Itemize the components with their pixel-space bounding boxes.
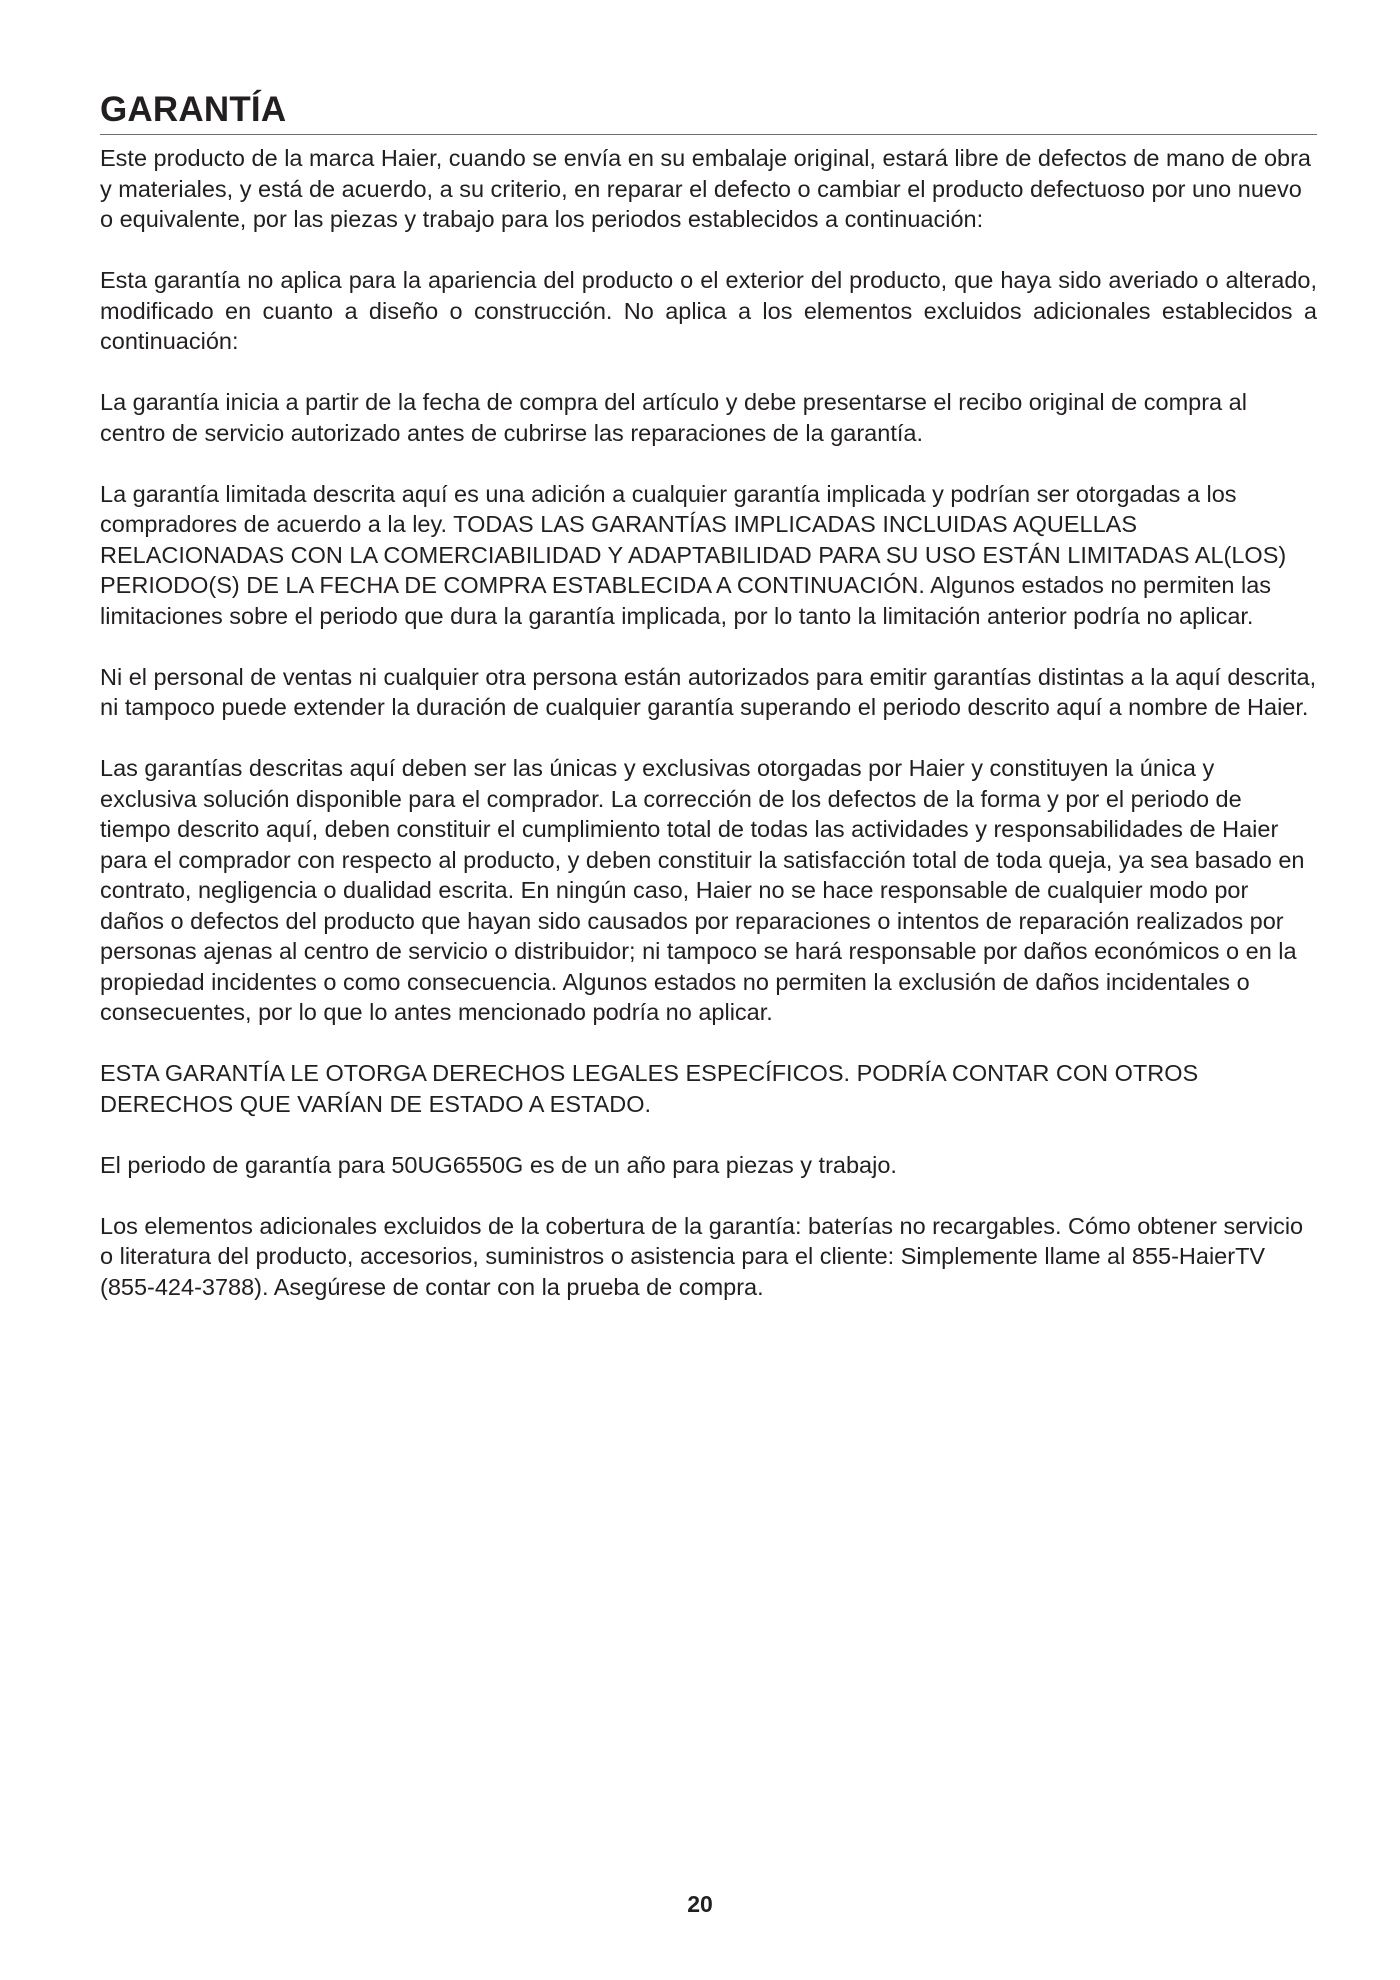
paragraph-coverage: Este producto de la marca Haier, cuando se envía en su embalaje original, estará libre de defectos de mano de obra y materiales, y está de acuerdo, a su criterio, en reparar el defecto o cambiar el producto defectuoso por uno nuevo o equivalente, por las piezas y trabajo para los periodos establecidos a continuación: [100, 145, 1311, 232]
paragraph-service-contact: Los elementos adicionales excluidos de la cobertura de la garantía: baterías no recargables. Cómo obtener servicio o literatura del producto, accesorios, suministros o asistencia para el cliente: Simplemente llame al 855-HaierTV (855-424-3788). Asegúrese de contar con la prueba de compra. [100, 1212, 1304, 1300]
paragraph-exclusions: Esta garantía no aplica para la apariencia del producto o el exterior del producto, que haya sido averiado o alterado, modificado en cuanto a diseño o construcción. No aplica a los elementos excluidos adicionales establecidos a continuación: [100, 267, 1317, 354]
page-number: 20 [687, 1891, 713, 1917]
paragraph-start-date: La garantía inicia a partir de la fecha de compra del artículo y debe presentarse el recibo original de compra al centro de servicio autorizado antes de cubrirse las reparaciones de la garantía. [100, 389, 1247, 446]
paragraph-exclusive-remedy: Las garantías descritas aquí deben ser las únicas y exclusivas otorgadas por Haier y constituyen la única y exclusiva solución disponible para el comprador. La corrección de los defectos de la forma y por el periodo de tiempo descrito aquí, deben constituir el cumplimiento total de todas las actividades y responsabilidades de Haier para el comprador con respecto al producto, y deben constituir la satisfacción total de toda queja, ya sea basado en contrato, negligencia o dualidad escrita. En ningún caso, Haier no se hace responsable de cualquier modo por daños o defectos del producto que hayan sido causados por reparaciones o intentos de reparación realizados por personas ajenas al centro de servicio o distribuidor; ni tampoco se hará responsable por daños económicos o en la propiedad incidentes o como consecuencia. Algunos estados no permiten la exclusión de daños incidentales o consecuentes, por lo que lo antes mencionado podría no aplicar. [100, 755, 1305, 1025]
paragraph-limited-warranty: La garantía limitada descrita aquí es una adición a cualquier garantía implicada y podrían ser otorgadas a los compradores de acuerdo a la ley. TODAS LAS GARANTÍAS IMPLICADAS INCLUIDAS AQUELLAS RELACIONADAS CON LA COMERCIABILIDAD Y ADAPTABILIDAD PARA SU USO ESTÁN LIMITADAS AL(LOS) PERIODO(S) DE LA FECHA DE COMPRA ESTABLECIDA A CONTINUACIÓN. Algunos estados no permiten las limitaciones sobre el periodo que dura la garantía implicada, por lo tanto la limitación anterior podría no aplicar. [100, 480, 1287, 629]
title-divider [100, 134, 1317, 135]
paragraph-warranty-period: El periodo de garantía para 50UG6550G es de un año para piezas y trabajo. [100, 1151, 897, 1178]
paragraph-legal-rights: ESTA GARANTÍA LE OTORGA DERECHOS LEGALES ESPECÍFICOS. PODRÍA CONTAR CON OTROS DERECHOS QUE VARÍAN DE ESTADO A ESTADO. [100, 1060, 1199, 1117]
warranty-page [100, 90, 1317, 1333]
paragraph-authorization: Ni el personal de ventas ni cualquier otra persona están autorizados para emitir garantías distintas a la aquí descrita, ni tampoco puede extender la duración de cualquier garantía superando el periodo descrito aquí a nombre de Haier. [100, 663, 1317, 720]
page-title: GARANTÍA [100, 90, 287, 129]
